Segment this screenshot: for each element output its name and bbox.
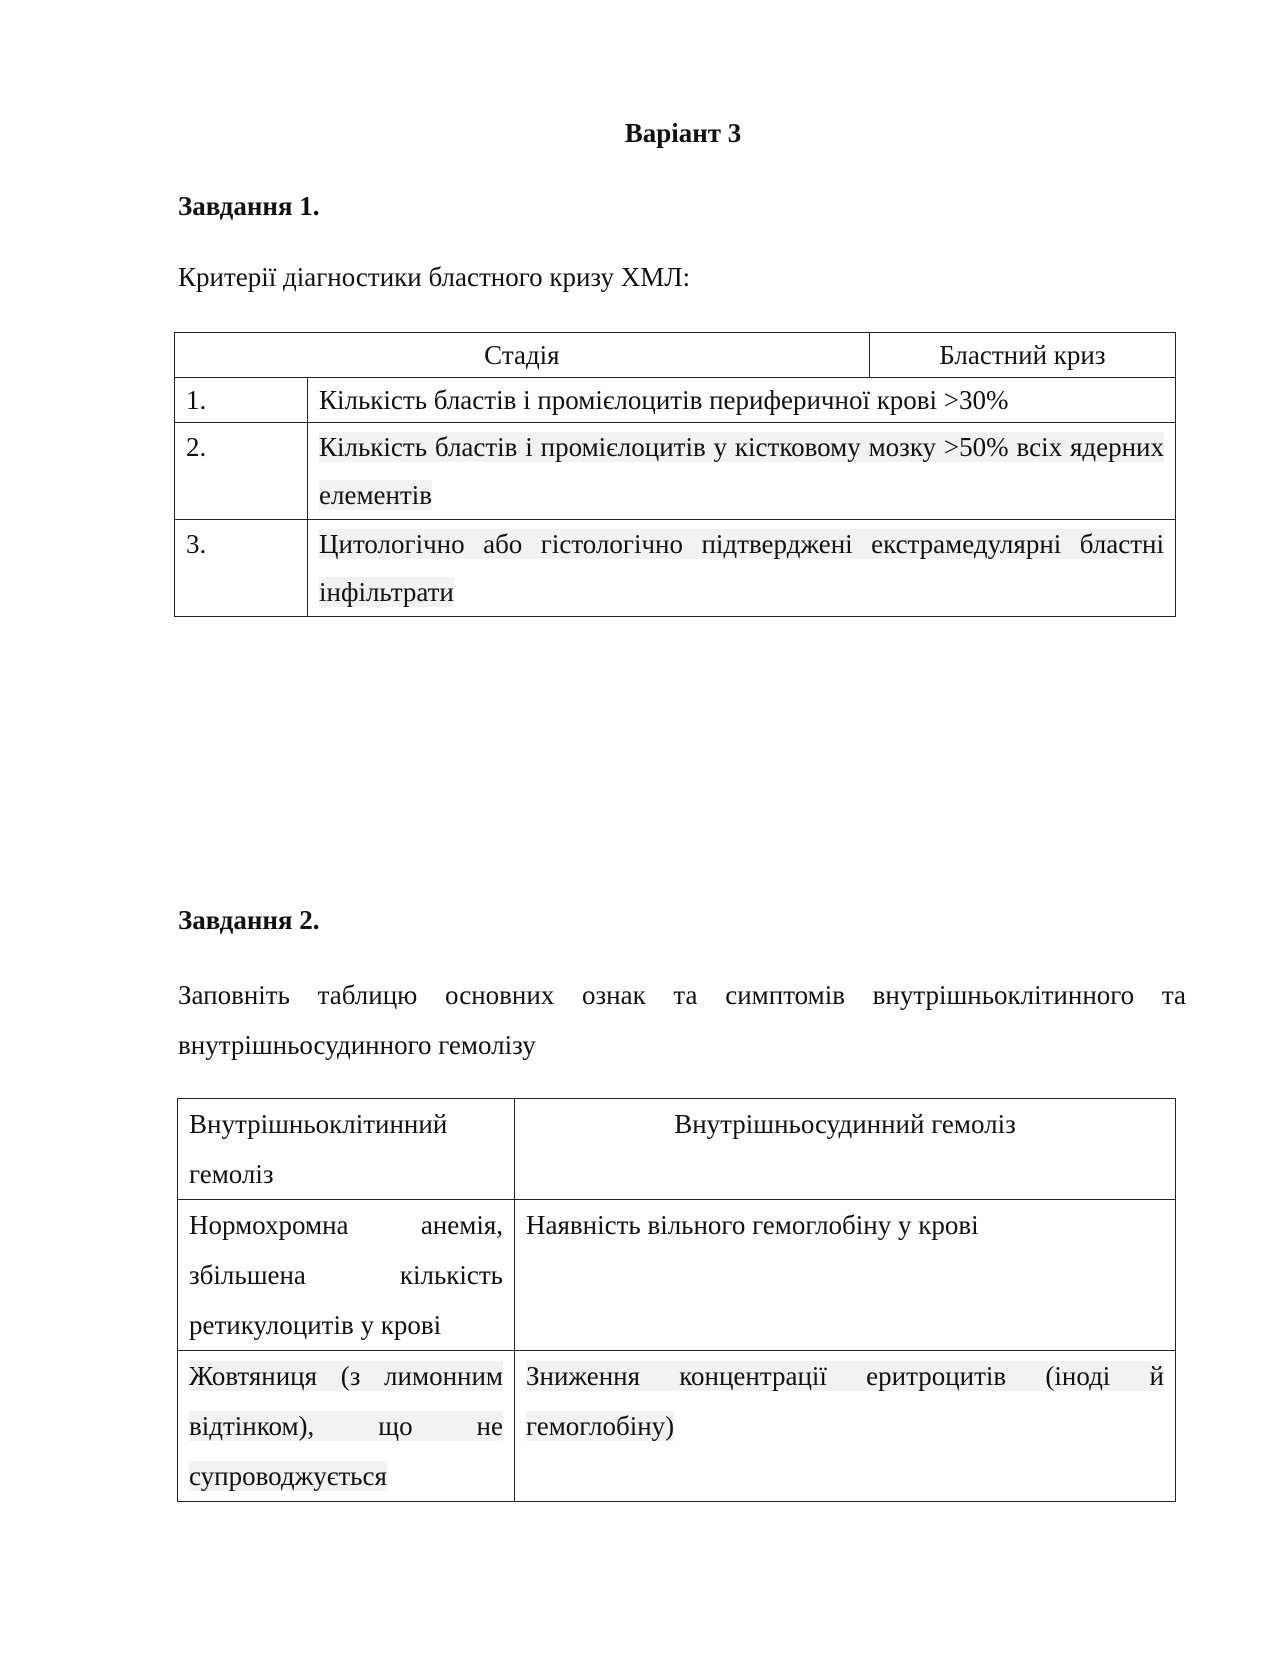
header-cell-stage: Стадія bbox=[175, 333, 870, 378]
cell-intracellular: Нормохромна анемія, збільшена кількість ретикулоцитів у крові bbox=[178, 1200, 515, 1351]
row-number: 1. bbox=[175, 378, 308, 423]
task1-heading: Завдання 1. bbox=[178, 191, 320, 221]
row-text-content: Кількість бластів і промієлоцитів у кістковому мозку >50% всіх ядерних елементів bbox=[319, 432, 1164, 510]
row-text: Кількість бластів і промієлоцитів периферичної крові >30% bbox=[308, 378, 1176, 423]
cell-text-content: Зниження концентрації еритроцитів (іноді й гемоглобіну) bbox=[526, 1361, 1164, 1441]
cell-text-content: Жовтяниця (з лимонним відтінком), що не супроводжується bbox=[189, 1361, 503, 1491]
header-cell-intravascular: Внутрішньосудинний гемоліз bbox=[515, 1099, 1176, 1200]
table-row bbox=[175, 423, 1176, 520]
row-text bbox=[308, 520, 1176, 617]
task2-intro: Заповніть таблицю основних ознак та симптомів внутрішньоклітинного та внутрішньосудинного гемолізу bbox=[178, 980, 1186, 1060]
cell-intravascular: Наявність вільного гемоглобіну у крові bbox=[515, 1200, 1176, 1351]
header-cell-blast-crisis: Бластний криз bbox=[869, 333, 1175, 378]
table-row bbox=[175, 378, 1176, 423]
row-text-content: Цитологічно або гістологічно підтверджені екстрамедулярні бластні інфільтрати bbox=[319, 529, 1164, 607]
cell-intravascular bbox=[515, 1351, 1176, 1502]
blast-crisis-table bbox=[174, 332, 1176, 617]
table-header-row bbox=[175, 333, 1176, 378]
row-text bbox=[308, 423, 1176, 520]
task2-heading: Завдання 2. bbox=[178, 905, 320, 935]
page-title: Варіант 3 bbox=[624, 118, 742, 148]
row-number: 2. bbox=[175, 423, 308, 520]
table-header-row bbox=[178, 1099, 1176, 1200]
row-number: 3. bbox=[175, 520, 308, 617]
header-cell-intracellular: Внутрішньоклітинний гемоліз bbox=[178, 1099, 515, 1200]
table-row bbox=[175, 520, 1176, 617]
task1-intro: Критерії діагностики бластного кризу ХМЛ: bbox=[178, 262, 691, 292]
table-row bbox=[178, 1351, 1176, 1502]
table-row bbox=[178, 1200, 1176, 1351]
cell-intracellular bbox=[178, 1351, 515, 1502]
hemolysis-table bbox=[177, 1098, 1176, 1502]
